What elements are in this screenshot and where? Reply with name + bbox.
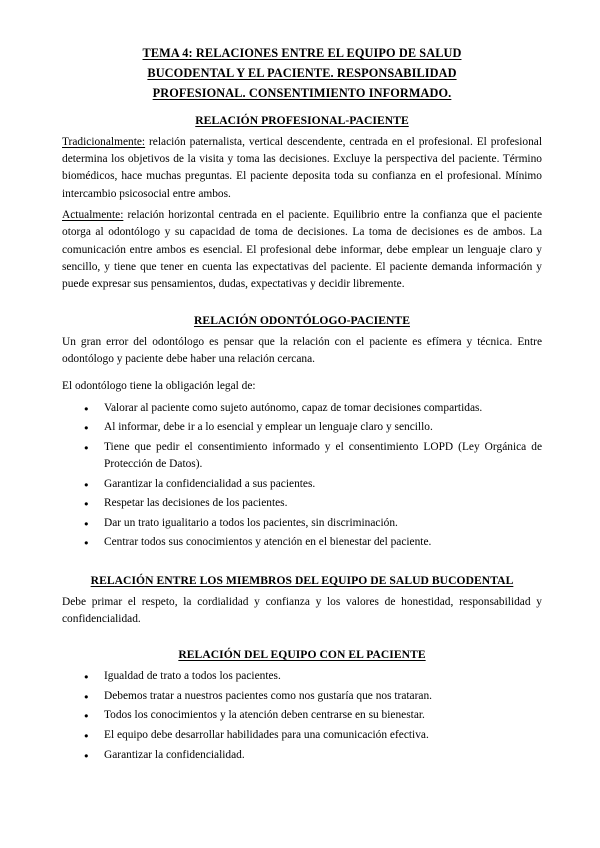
paragraph: Debe primar el respeto, la cordialidad y confianza y los valores de honestidad, responsabilidad y confidencialidad. bbox=[62, 595, 542, 625]
list-item: ● Dar un trato igualitario a todos los pacientes, sin discriminación. bbox=[84, 515, 542, 532]
paragraph: Un gran error del odontólogo es pensar que la relación con el paciente es efímera y técnica. Entre odontólogo y paciente debe haber una relación cercana. bbox=[62, 335, 542, 365]
list-item: ● Debemos tratar a nuestros pacientes como nos gustaría que nos trataran. bbox=[84, 688, 542, 705]
list-item: ● Al informar, debe ir a lo esencial y emplear un lenguaje claro y sencillo. bbox=[84, 419, 542, 436]
paragraph-text: relación paternalista, vertical descendente, centrada en el profesional. El profesional determina los objetivos de la visita y toma las decisiones. Excluye la perspectiva del paciente. Término biomédicos, hace muchas preguntas. El paciente deposita toda su confianza en el profesional. Mínimo intercambio psicosocial entre ambos. bbox=[62, 135, 542, 200]
paragraph-lead-term: Tradicionalmente: bbox=[62, 135, 146, 148]
list-item: ● Garantizar la confidencialidad a sus pacientes. bbox=[84, 476, 542, 493]
paragraph-text: relación horizontal centrada en el paciente. Equilibrio entre la confianza que el paciente otorga al odontólogo y su capacidad de toma de decisiones. La toma de decisiones es de ambos. La comunicación entre ambos es esencial. El profesional debe informar, debe emplear un lenguaje claro y sencillo, y tiene que tener en cuenta las expectativas del paciente. El paciente demanda información y puede expresar sus pensamientos, dudas, expectativas y decidir libremente. bbox=[62, 209, 542, 291]
list-item: ● Todos los conocimientos y la atención deben centrarse en su bienestar. bbox=[84, 707, 542, 724]
section-heading-miembros-equipo: RELACIÓN ENTRE LOS MIEMBROS DEL EQUIPO DE SALUD BUCODENTAL bbox=[90, 573, 514, 587]
page-title bbox=[62, 44, 542, 104]
paragraph bbox=[62, 134, 542, 203]
list-item: ● Centrar todos sus conocimientos y atención en el bienestar del paciente. bbox=[84, 534, 542, 551]
paragraph: El odontólogo tiene la obligación legal de: bbox=[62, 380, 256, 393]
page-title-line-1: TEMA 4: RELACIONES ENTRE EL EQUIPO DE SALUD bbox=[142, 46, 462, 60]
paragraph-lead-term: Actualmente: bbox=[62, 209, 124, 222]
section-body-miembros-equipo bbox=[62, 594, 542, 629]
section-body-odontologo-paciente bbox=[62, 334, 542, 552]
section-heading-odontologo-paciente: RELACIÓN ODONTÓLOGO-PACIENTE bbox=[193, 313, 410, 327]
list-item: ● Tiene que pedir el consentimiento informado y el consentimiento LOPD (Ley Orgánica de Protección de Datos). bbox=[84, 439, 542, 473]
page-title-line-3: PROFESIONAL. CONSENTIMIENTO INFORMADO. bbox=[152, 85, 452, 100]
list-item: ● El equipo debe desarrollar habilidades para una comunicación efectiva. bbox=[84, 727, 542, 744]
list-item: ● Valorar al paciente como sujeto autónomo, capaz de tomar decisiones compartidas. bbox=[84, 400, 542, 417]
section-heading-equipo-paciente: RELACIÓN DEL EQUIPO CON EL PACIENTE bbox=[178, 648, 426, 662]
section-body-profesional-paciente bbox=[62, 134, 542, 294]
bullet-list-equipo-paciente bbox=[62, 668, 542, 764]
list-item: ● Garantizar la confidencialidad. bbox=[84, 747, 542, 764]
section-heading-profesional-paciente: RELACIÓN PROFESIONAL-PACIENTE bbox=[195, 113, 409, 127]
list-item: ● Igualdad de trato a todos los pacientes. bbox=[84, 668, 542, 685]
page-title-line-2: BUCODENTAL Y EL PACIENTE. RESPONSABILIDAD bbox=[147, 65, 457, 80]
paragraph bbox=[62, 207, 542, 294]
list-item: ● Respetar las decisiones de los pacientes. bbox=[84, 495, 542, 512]
bullet-list-obligaciones bbox=[62, 400, 542, 552]
